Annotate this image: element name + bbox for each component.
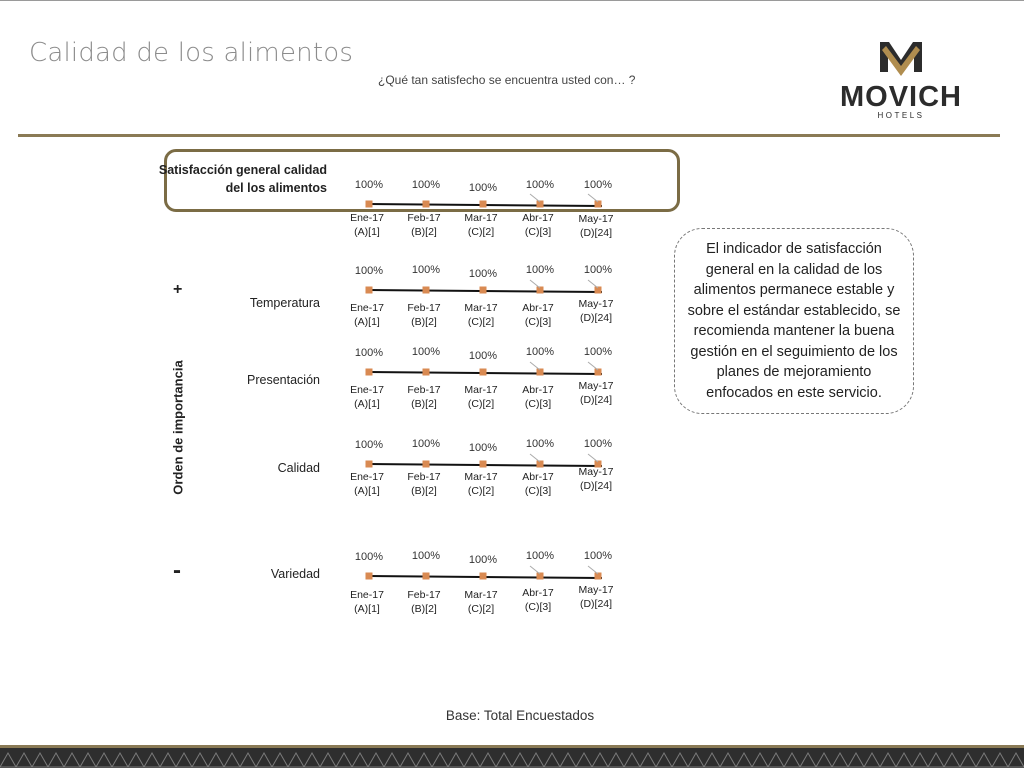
base-note: Base: Total Encuestados — [445, 708, 595, 723]
data-label: 100% — [468, 182, 498, 194]
data-label: 100% — [354, 551, 384, 563]
category-label: Mar-17 — [464, 212, 498, 224]
data-label: 100% — [468, 554, 498, 566]
label-leader-line — [530, 454, 540, 462]
category-label: (D)[24] — [579, 598, 613, 610]
category-label: Ene-17 — [350, 302, 384, 314]
data-point — [366, 201, 373, 208]
category-label: (A)[1] — [354, 603, 380, 615]
category-label: Feb-17 — [407, 589, 441, 601]
category-label: (B)[2] — [411, 603, 437, 615]
category-label: (C)[3] — [524, 485, 552, 497]
category-label: (B)[2] — [411, 485, 437, 497]
data-point — [423, 201, 430, 208]
data-label: 100% — [525, 264, 555, 276]
data-point — [480, 573, 487, 580]
category-label: Abr-17 — [522, 302, 554, 314]
data-point — [480, 287, 487, 294]
data-label: 100% — [583, 550, 613, 562]
category-label: Ene-17 — [350, 589, 384, 601]
data-point — [366, 287, 373, 294]
axis-minus-sign: - — [173, 557, 181, 584]
row-label-presentacion: Presentación — [247, 373, 320, 387]
label-leader-line — [588, 566, 598, 574]
data-label: 100% — [354, 179, 384, 191]
label-leader-line — [530, 362, 540, 370]
category-label: (C)[3] — [524, 316, 552, 328]
category-label: Feb-17 — [407, 471, 441, 483]
category-label: May-17 — [578, 466, 614, 478]
data-label: 100% — [411, 346, 441, 358]
data-label: 100% — [525, 550, 555, 562]
page-title: Calidad de los alimentos — [29, 38, 354, 68]
data-label: 100% — [411, 179, 441, 191]
logo-text: MOVICH — [840, 81, 962, 113]
category-label: (D)[24] — [579, 394, 613, 406]
category-label: Feb-17 — [407, 384, 441, 396]
category-label: Abr-17 — [522, 384, 554, 396]
data-point — [423, 461, 430, 468]
data-label: 100% — [354, 265, 384, 277]
category-label: Mar-17 — [464, 589, 498, 601]
category-label: (B)[2] — [411, 398, 437, 410]
data-label: 100% — [583, 179, 613, 191]
decorative-footer-band — [0, 745, 1024, 768]
category-label: Ene-17 — [350, 384, 384, 396]
data-label: 100% — [411, 550, 441, 562]
category-label: (C)[3] — [524, 398, 552, 410]
category-label: Mar-17 — [464, 471, 498, 483]
data-point — [366, 573, 373, 580]
category-label: Abr-17 — [522, 471, 554, 483]
data-label: 100% — [411, 438, 441, 450]
category-label: (C)[2] — [467, 398, 495, 410]
label-leader-line — [530, 566, 540, 574]
category-label: (C)[2] — [467, 603, 495, 615]
category-label: (B)[2] — [411, 226, 437, 238]
category-label: May-17 — [578, 298, 614, 310]
data-point — [423, 573, 430, 580]
category-label: Feb-17 — [407, 212, 441, 224]
data-label: 100% — [354, 439, 384, 451]
data-label: 100% — [583, 346, 613, 358]
category-label: (D)[24] — [579, 312, 613, 324]
data-point — [480, 369, 487, 376]
category-label: (C)[3] — [524, 226, 552, 238]
category-label: Feb-17 — [407, 302, 441, 314]
row-label-temperatura: Temperatura — [249, 296, 320, 310]
category-label: (A)[1] — [354, 485, 380, 497]
label-leader-line — [588, 362, 598, 370]
data-point — [366, 461, 373, 468]
category-label: May-17 — [578, 213, 614, 225]
label-leader-line — [530, 194, 540, 202]
data-label: 100% — [468, 442, 498, 454]
category-label: (C)[2] — [467, 226, 495, 238]
label-leader-line — [530, 280, 540, 288]
category-label: Abr-17 — [522, 212, 554, 224]
category-label: (A)[1] — [354, 226, 380, 238]
data-point — [423, 287, 430, 294]
data-point — [480, 461, 487, 468]
data-label: 100% — [583, 264, 613, 276]
category-label: (B)[2] — [411, 316, 437, 328]
axis-plus-sign: + — [173, 281, 183, 298]
label-leader-line — [588, 280, 598, 288]
logo-subtext: HOTELS — [877, 111, 925, 120]
category-label: (A)[1] — [354, 316, 380, 328]
category-label: (A)[1] — [354, 398, 380, 410]
data-label: 100% — [525, 179, 555, 191]
label-leader-line — [588, 194, 598, 202]
importance-axis-title: Orden de importancia — [170, 360, 186, 495]
data-label: 100% — [411, 264, 441, 276]
data-label: 100% — [468, 268, 498, 280]
data-label: 100% — [525, 346, 555, 358]
category-label: (C)[2] — [467, 485, 495, 497]
row-label-calidad: Calidad — [277, 461, 320, 475]
category-label: (D)[24] — [579, 480, 613, 492]
data-label: 100% — [525, 438, 555, 450]
category-label: May-17 — [578, 380, 614, 392]
category-label: Ene-17 — [350, 212, 384, 224]
category-label: (C)[2] — [467, 316, 495, 328]
category-label: May-17 — [578, 584, 614, 596]
category-label: (D)[24] — [579, 227, 613, 239]
data-point — [366, 369, 373, 376]
data-point — [480, 201, 487, 208]
row-label-satisfaccion-general: Satisfacción general calidad del los alimentos — [158, 163, 327, 195]
row-label-variedad: Variedad — [270, 567, 320, 581]
data-label: 100% — [468, 350, 498, 362]
commentary-note — [674, 228, 914, 414]
page-subtitle: ¿Qué tan satisfecho se encuentra usted con… ? — [378, 73, 636, 87]
data-point — [423, 369, 430, 376]
label-leader-line — [588, 454, 598, 462]
category-label: Abr-17 — [522, 587, 554, 599]
category-label: (C)[3] — [524, 601, 552, 613]
data-label: 100% — [583, 438, 613, 450]
category-label: Ene-17 — [350, 471, 384, 483]
commentary-text: El indicador de satisfacción general en la calidad de los alimentos permanece estable y sobre el estándar establecido, se recomienda mantener la buena gestión en el seguimiento de los planes de mejoramiento enfocados en este servicio. — [687, 241, 901, 401]
category-label: Mar-17 — [464, 302, 498, 314]
data-label: 100% — [354, 347, 384, 359]
category-label: Mar-17 — [464, 384, 498, 396]
